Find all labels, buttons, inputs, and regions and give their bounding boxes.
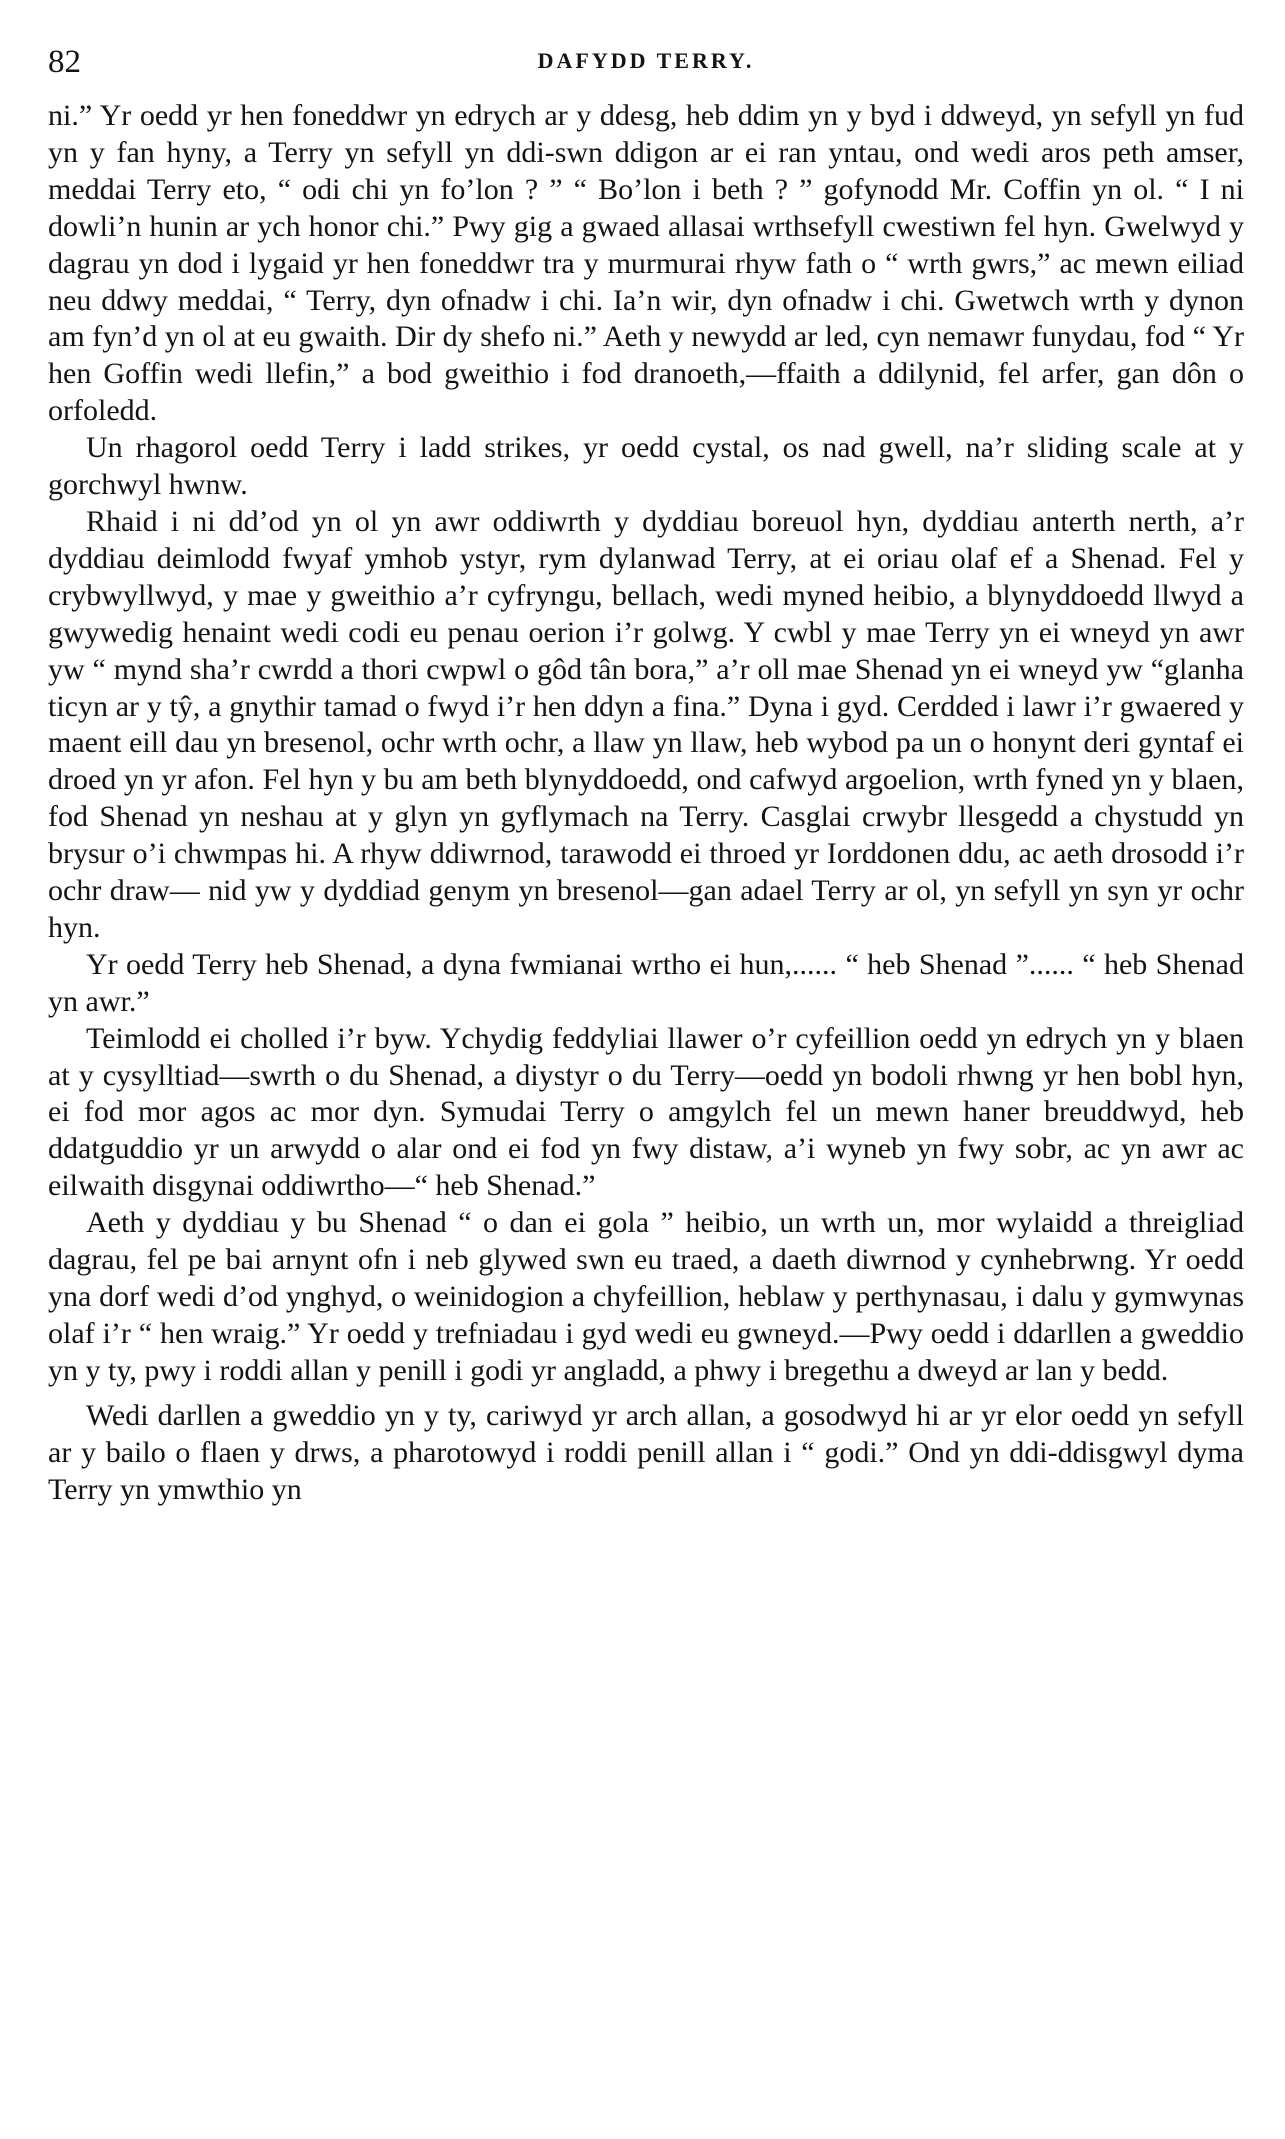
paragraph-7: Wedi darllen a gweddio yn y ty, cariwyd yr arch allan, a gosodwyd hi ar yr elor oedd yn sefyll ar y bailo o flaen y drws, a pharotowyd i roddi penill allan i “ godi.” Ond yn ddi-ddisgwyl dyma Terry yn ymwthio yn — [48, 1398, 1244, 1506]
body-text — [48, 98, 1244, 1508]
paragraph-4: Yr oedd Terry heb Shenad, a dyna fwmianai wrtho ei hun,...... “ heb Shenad ”...... “ heb Shenad yn awr.” — [48, 947, 1244, 1018]
running-title: DAFYDD TERRY. — [537, 48, 755, 73]
page-number: 82 — [48, 44, 81, 80]
book-page — [48, 38, 1244, 1508]
paragraph-6: Aeth y dyddiau y bu Shenad “ o dan ei gola ” heibio, un wrth un, mor wylaidd a threigliad dagrau, fel pe bai arnynt ofn i neb glywed swn eu traed, a daeth diwrnod y cynhebrwng. Yr oedd yna dorf wedi d’od ynghyd, o weinidogion a chyfeillion, heblaw y perthynasau, i dalu y gymwynas olaf i’r “ hen wraig.” Yr oedd y trefniadau i gyd wedi eu gwneyd.—Pwy oedd i ddarllen a gweddio yn y ty, pwy i roddi allan y penill i godi yr angladd, a phwy i bregethu a dweyd ar lan y bedd. — [48, 1206, 1244, 1387]
running-head — [48, 38, 1244, 98]
paragraph-5: Teimlodd ei cholled i’r byw. Ychydig feddyliai llawer o’r cyfeillion oedd yn edrych yn y blaen at y cysylltiad—swrth o du Shenad, a diystyr o du Terry—oedd yn bodoli rhwng yr hen bobl hyn, ei fod mor agos ac mor dyn. Symudai Terry o amgylch fel un mewn haner breuddwyd, heb ddatguddio yr un arwydd o alar ond ei fod yn fwy distaw, a’i wyneb yn fwy sobr, ac yn awr ac eilwaith disgynai oddiwrtho—“ heb Shenad.” — [48, 1021, 1244, 1203]
paragraph-3: Rhaid i ni dd’od yn ol yn awr oddiwrth y dyddiau boreuol hyn, dyddiau anterth nerth, a’r dyddiau deimlodd fwyaf ymhob ystyr, rym dylanwad Terry, at ei oriau olaf ef a Shenad. Fel y crybwyllwyd, y mae y gweithio a’r cyfryngu, bellach, wedi myned heibio, a blynyddoedd llwyd a gwywedig henaint wedi codi eu penau oerion i’r golwg. Y cwbl y mae Terry yn ei wneyd yn awr yw “ mynd sha’r cwrdd a thori cwpwl o gôd tân bora,” a’r oll mae Shenad yn ei wneyd yw “glanha ticyn ar y tŷ, a gnythir tamad o fwyd i’r hen ddyn a fina.” Dyna i gyd. Cerdded i lawr i’r gwaered y maent eill dau yn bresenol, ochr wrth ochr, a llaw yn llaw, heb wybod pa un o honynt deri gyntaf ei droed yn yr afon. Fel hyn y bu am beth blynyddoedd, ond cafwyd argoelion, wrth fyned yn y blaen, fod Shenad yn neshau at y glyn yn gyflymach na Terry. Casglai crwybr llesgedd a chystudd yn brysur o’i chwmpas hi. A rhyw ddiwrnod, tarawodd ei throed yr Iorddonen ddu, ac aeth drosodd i’r ochr draw— nid yw y dyddiad genym yn bresenol—gan adael Terry ar ol, yn sefyll yn syn yr ochr hyn. — [48, 504, 1244, 944]
paragraph-1: ni.” Yr oedd yr hen foneddwr yn edrych ar y ddesg, heb ddim yn y byd i ddweyd, yn sefyll yn fud yn y fan hyny, a Terry yn sefyll yn ddi-swn ddigon ar ei ran yntau, ond wedi aros peth amser, meddai Terry eto, “ odi chi yn fo’lon ? ” “ Bo’lon i beth ? ” gofynodd Mr. Coffin yn ol. “ I ni dowli’n hunin ar ych honor chi.” Pwy gig a gwaed allasai wrthsefyll cwestiwn fel hyn. Gwelwyd y dagrau yn dod i lygaid yr hen foneddwr tra y murmurai rhyw fath o “ wrth gwrs,” ac mewn eiliad neu ddwy meddai, “ Terry, dyn ofnadw i chi. Ia’n wir, dyn ofnadw i chi. Gwetwch wrth y dynon am fyn’d yn ol at eu gwaith. Dir dy shefo ni.” Aeth y newydd ar led, cyn nemawr funydau, fod “ Yr hen Goffin wedi llefin,” a bod gweithio i fod dranoeth,—ffaith a ddilynid, fel arfer, gan dôn o orfoledd. — [48, 99, 1244, 428]
paragraph-2: Un rhagorol oedd Terry i ladd strikes, yr oedd cystal, os nad gwell, na’r sliding scale at y gorchwyl hwnw. — [48, 431, 1244, 502]
